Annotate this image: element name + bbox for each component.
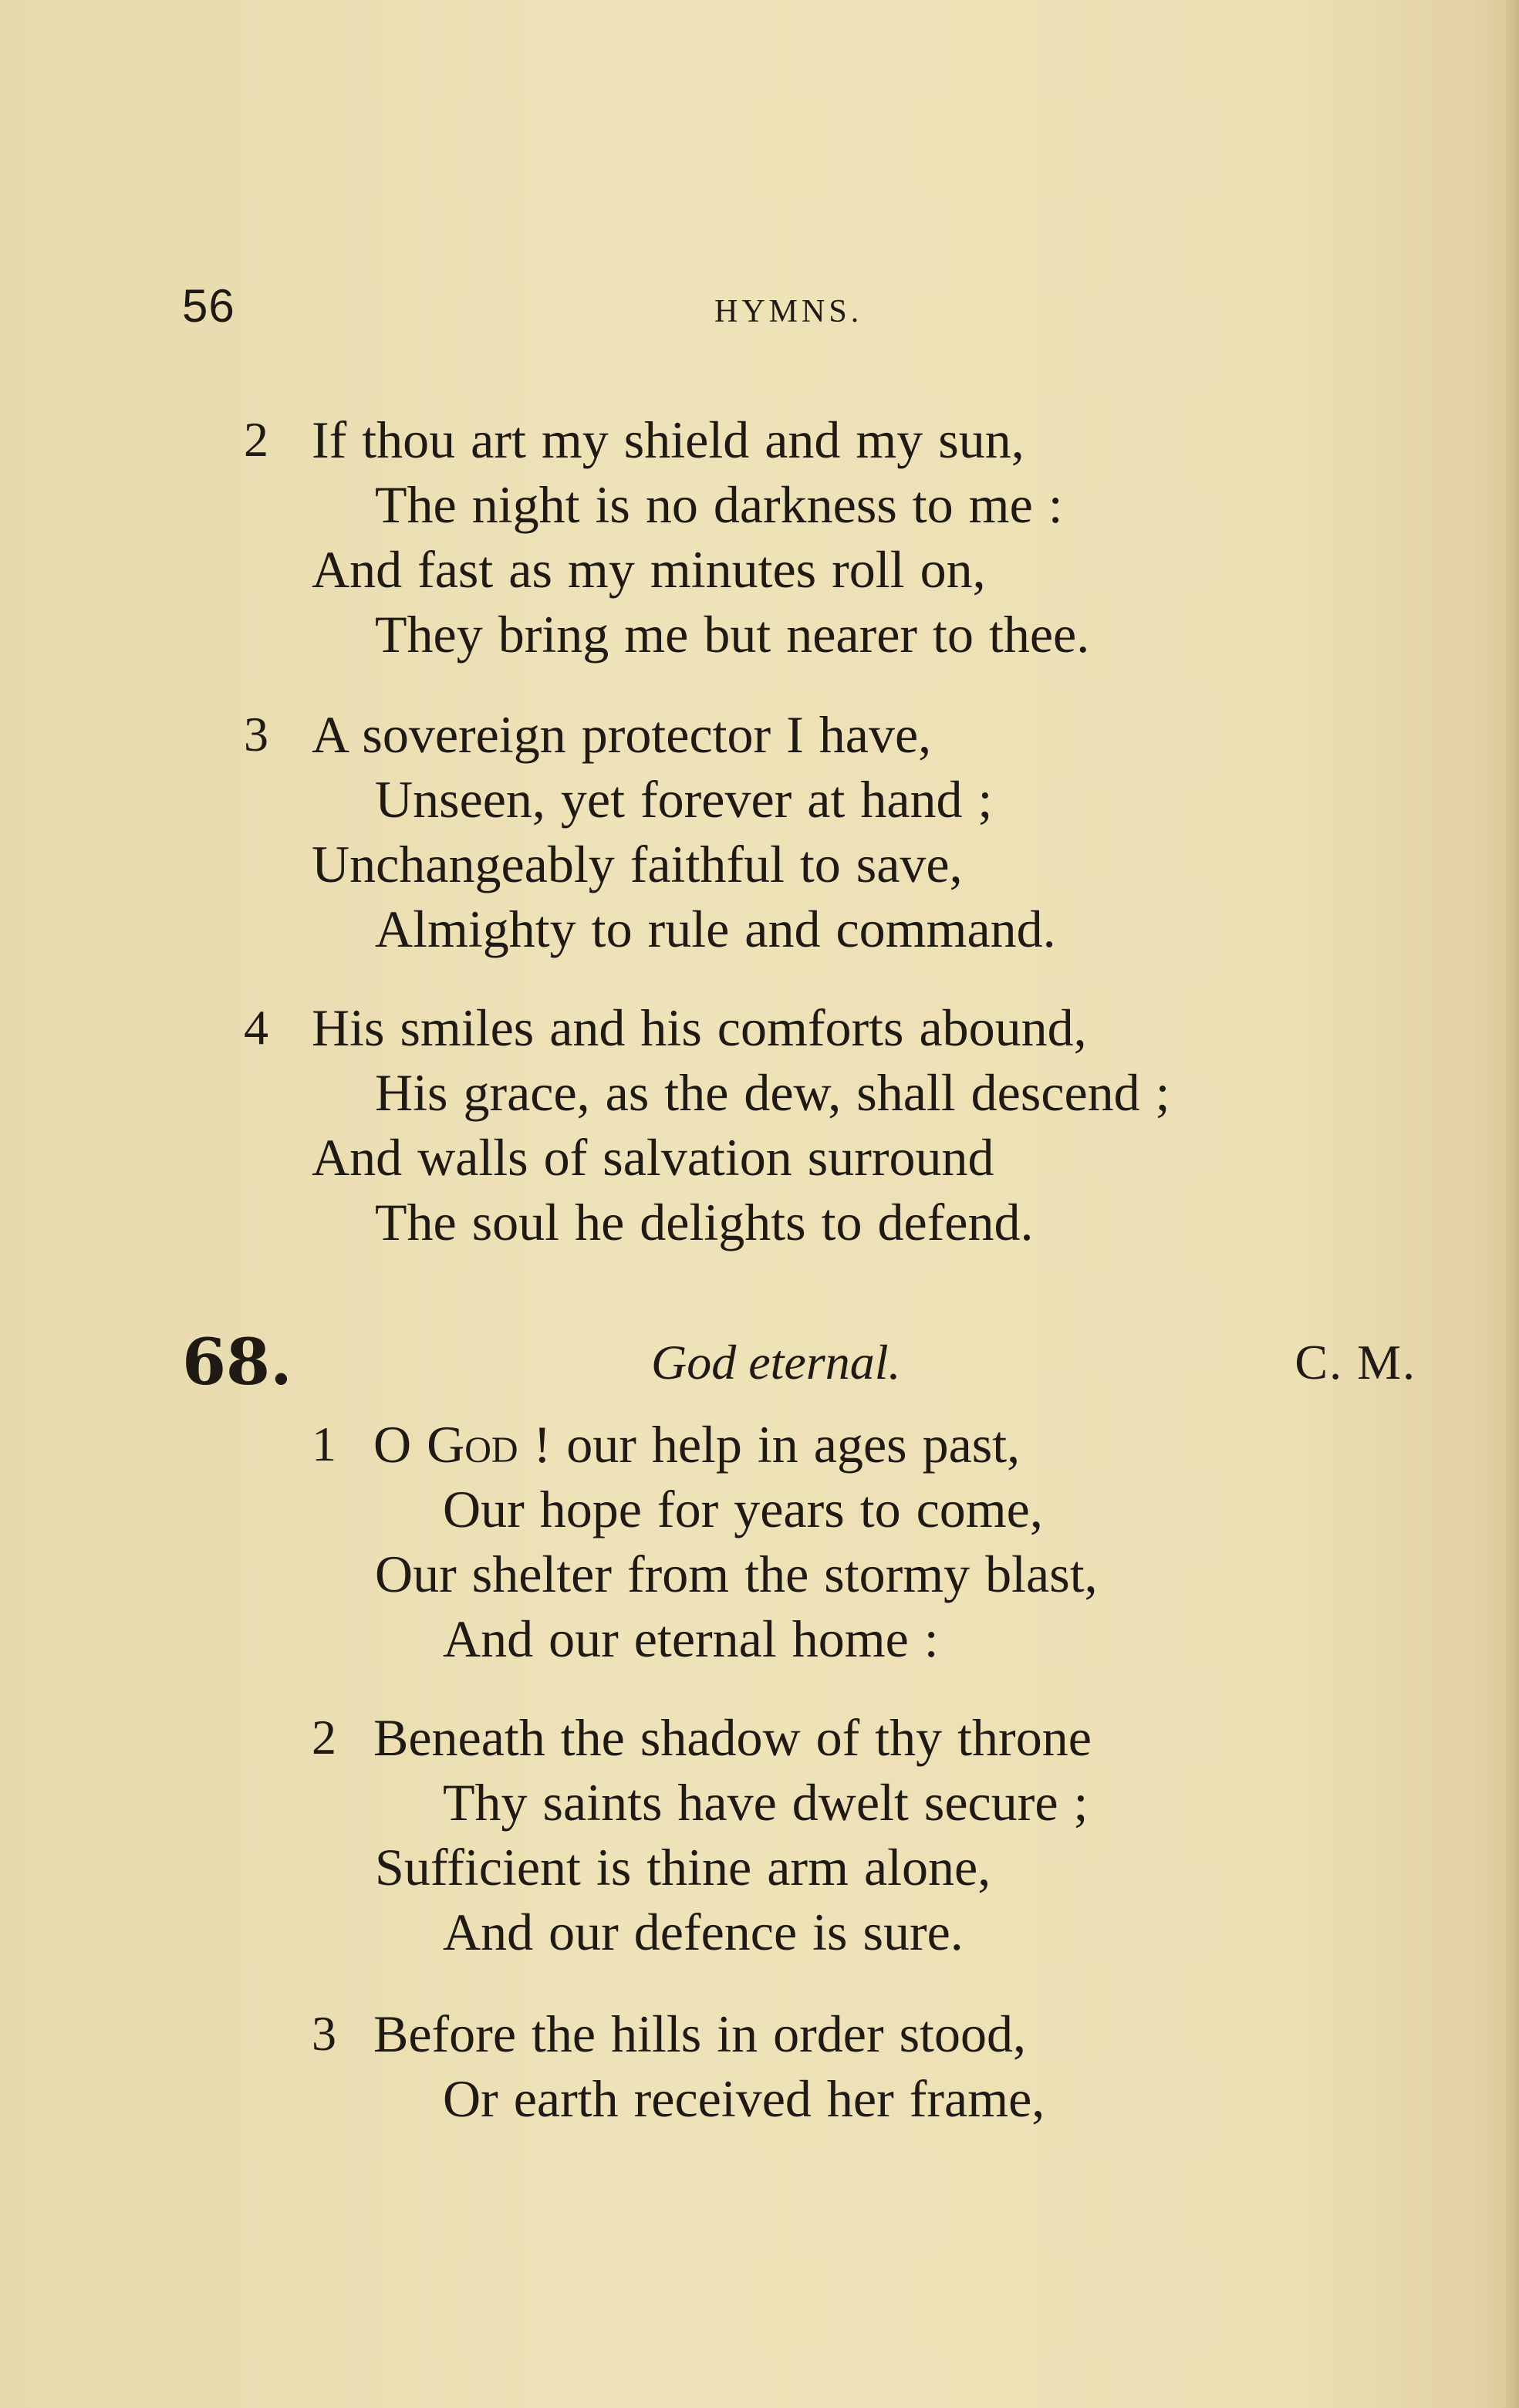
verse-line: Sufficient is thine arm alone,	[375, 1838, 991, 1896]
running-head	[182, 279, 1432, 341]
verse-line-first	[373, 1412, 1020, 1477]
verse-line: And walls of salvation surround	[312, 1128, 994, 1187]
divine-name: God	[427, 1415, 518, 1474]
verse-line: Unchangeably faithful to save,	[312, 835, 963, 893]
verse-line: Thy saints have dwelt secure ;	[443, 1773, 1089, 1832]
verse-line: And fast as my minutes roll on,	[312, 540, 986, 599]
verse-line: Or earth received her frame,	[443, 2069, 1045, 2128]
verse-line: Unseen, yet forever at hand ;	[375, 770, 993, 829]
page-number: 56	[182, 280, 235, 332]
verse-text: ! our help in ages past,	[518, 1415, 1021, 1474]
stanza-number: 1	[312, 1417, 336, 1471]
verse-line: And our defence is sure.	[443, 1903, 964, 1961]
stanza-number: 3	[244, 707, 268, 762]
verse-line: Almighty to rule and command.	[375, 900, 1056, 958]
verse-line: The soul he delights to defend.	[375, 1193, 1034, 1251]
stanza-number: 3	[312, 2006, 336, 2061]
verse-line: Our hope for years to come,	[443, 1480, 1043, 1538]
verse-line: The night is no darkness to me :	[375, 475, 1063, 534]
page-edge	[1505, 0, 1519, 2408]
stanza-number: 2	[312, 1710, 336, 1765]
verse-line: His grace, as the dew, shall descend ;	[375, 1063, 1170, 1122]
verse-line: They bring me but nearer to thee.	[375, 605, 1090, 664]
running-title: HYMNS.	[714, 294, 863, 329]
verse-line: Beneath the shadow of thy throne	[373, 1708, 1092, 1767]
verse-line: And our eternal home :	[443, 1609, 939, 1668]
stanza-number: 2	[244, 412, 268, 467]
verse-line: If thou art my shield and my sun,	[312, 410, 1024, 469]
stanza-number: 4	[244, 1000, 268, 1055]
hymn-heading	[182, 1324, 1416, 1401]
verse-line: Before the hills in order stood,	[373, 2004, 1026, 2063]
verse-line: Our shelter from the stormy blast,	[375, 1545, 1098, 1603]
hymn-title: God eternal.	[651, 1335, 901, 1390]
hymn-number: 68.	[182, 1326, 292, 1400]
verse-text: O	[373, 1415, 427, 1474]
hymn-meter: C. M.	[1295, 1335, 1416, 1390]
verse-line: His smiles and his comforts abound,	[312, 998, 1087, 1057]
verse-line: A sovereign protector I have,	[312, 705, 932, 764]
